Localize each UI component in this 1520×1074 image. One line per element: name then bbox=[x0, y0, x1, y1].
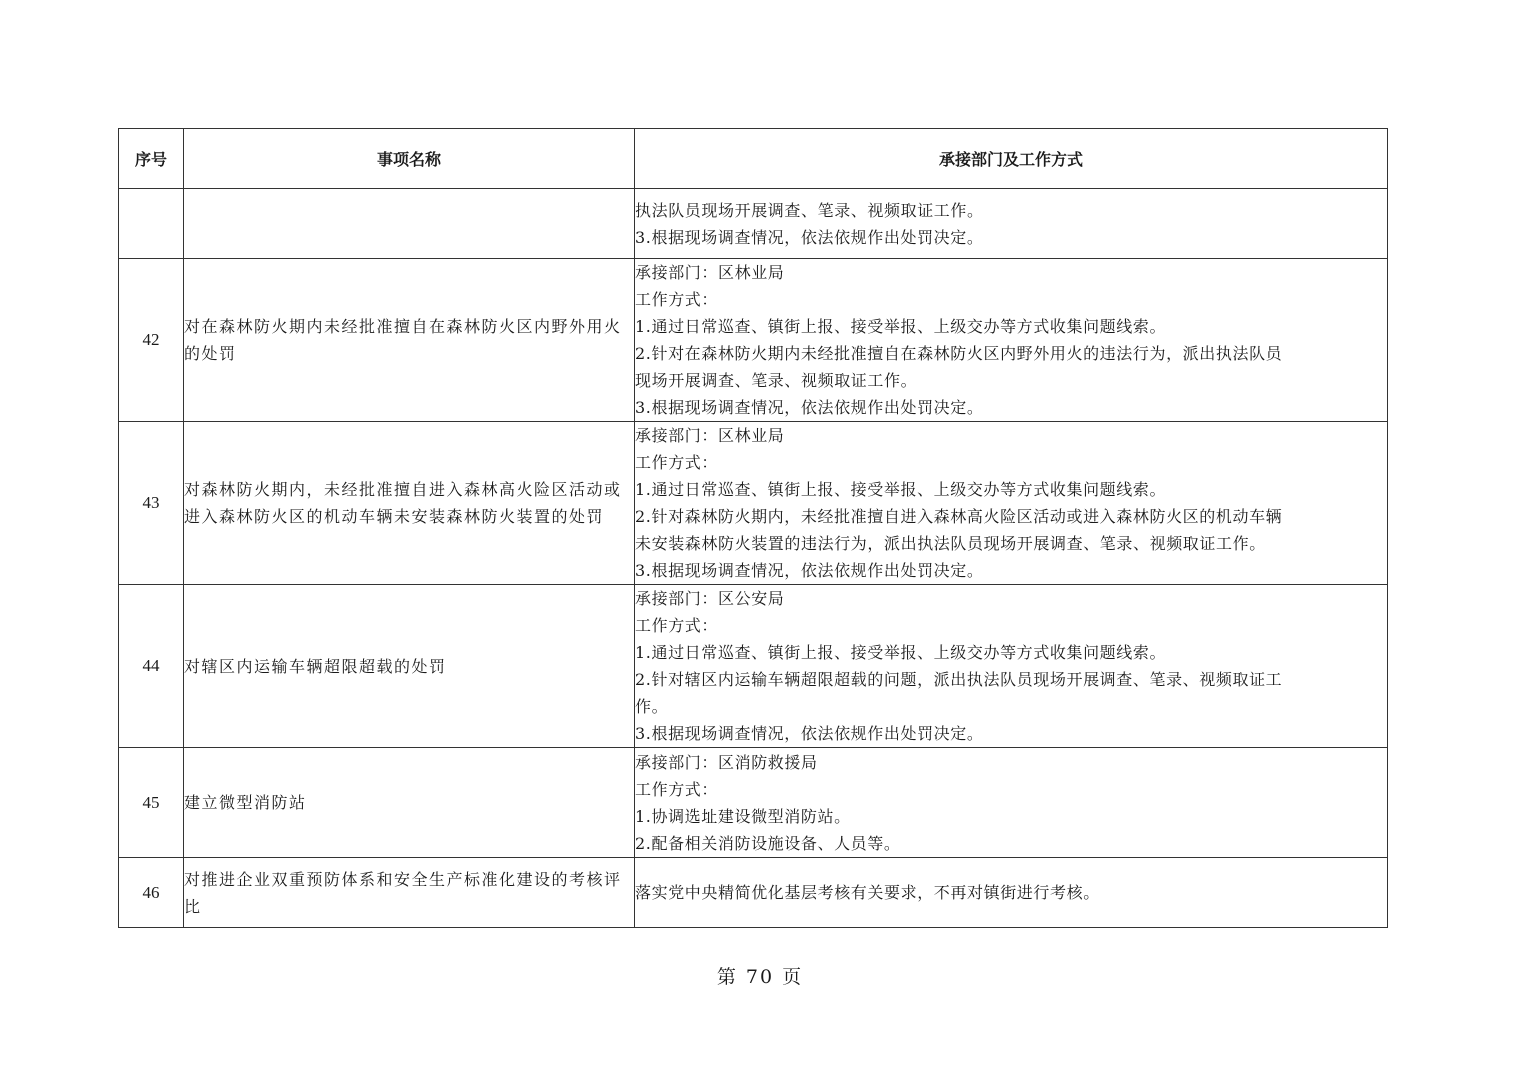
work-line: 工作方式： bbox=[635, 779, 719, 799]
work-line: 2.针对辖区内运输车辆超限超载的问题，派出执法队员现场开展调查、笔录、视频取证工 bbox=[635, 670, 1283, 689]
work-line: 1.协调选址建设微型消防站。 bbox=[635, 806, 851, 826]
header-name: 事项名称 bbox=[184, 129, 635, 189]
row-no: 43 bbox=[119, 422, 184, 585]
work-line: 落实党中央精简优化基层考核有关要求，不再对镇街进行考核。 bbox=[635, 883, 1100, 902]
table-row bbox=[119, 585, 1388, 748]
row-work bbox=[635, 259, 1388, 422]
row-work bbox=[635, 748, 1388, 858]
row-no: 44 bbox=[119, 585, 184, 748]
work-line: 2.针对在森林防火期内未经批准擅自在森林防火区内野外用火的违法行为，派出执法队员 bbox=[635, 344, 1283, 363]
work-line: 工作方式： bbox=[635, 453, 719, 472]
row-work bbox=[635, 189, 1388, 259]
row-no: 42 bbox=[119, 259, 184, 422]
table-row bbox=[119, 748, 1388, 858]
header-no: 序号 bbox=[119, 129, 184, 189]
row-work bbox=[635, 858, 1388, 928]
row-work bbox=[635, 422, 1388, 585]
row-name: 对森林防火期内，未经批准擅自进入森林高火险区活动或进入森林防火区的机动车辆未安装森林防火装置的处罚 bbox=[184, 422, 635, 585]
work-line: 现场开展调查、笔录、视频取证工作。 bbox=[635, 371, 918, 390]
work-line: 3.根据现场调查情况，依法依规作出处罚决定。 bbox=[635, 227, 984, 247]
work-line: 承接部门：区消防救援局 bbox=[635, 752, 818, 772]
work-line: 2.针对森林防火期内，未经批准擅自进入森林高火险区活动或进入森林防火区的机动车辆 bbox=[635, 507, 1283, 526]
header-work: 承接部门及工作方式 bbox=[635, 129, 1388, 189]
header-row bbox=[119, 129, 1388, 189]
row-work bbox=[635, 585, 1388, 748]
row-no: 45 bbox=[119, 748, 184, 858]
row-name: 对在森林防火期内未经批准擅自在森林防火区内野外用火的处罚 bbox=[184, 259, 635, 422]
page-number: 第 70 页 bbox=[716, 966, 804, 988]
table-row bbox=[119, 858, 1388, 928]
items-table bbox=[118, 128, 1388, 928]
work-line: 1.通过日常巡查、镇街上报、接受举报、上级交办等方式收集问题线索。 bbox=[635, 643, 1167, 662]
work-line: 3.根据现场调查情况，依法依规作出处罚决定。 bbox=[635, 398, 984, 417]
work-line: 3.根据现场调查情况，依法依规作出处罚决定。 bbox=[635, 561, 984, 580]
row-no bbox=[119, 189, 184, 259]
row-no: 46 bbox=[119, 858, 184, 928]
work-line: 3.根据现场调查情况，依法依规作出处罚决定。 bbox=[635, 724, 984, 743]
table-row bbox=[119, 422, 1388, 585]
work-line: 工作方式： bbox=[635, 616, 719, 635]
row-name bbox=[184, 189, 635, 259]
work-line: 工作方式： bbox=[635, 290, 719, 309]
work-line: 承接部门：区林业局 bbox=[635, 263, 785, 282]
work-line: 承接部门：区公安局 bbox=[635, 589, 785, 608]
table-row bbox=[119, 189, 1388, 259]
table-row bbox=[119, 259, 1388, 422]
row-name: 对辖区内运输车辆超限超载的处罚 bbox=[184, 585, 635, 748]
work-line: 未安装森林防火装置的违法行为，派出执法队员现场开展调查、笔录、视频取证工作。 bbox=[635, 534, 1266, 553]
row-name: 对推进企业双重预防体系和安全生产标准化建设的考核评比 bbox=[184, 858, 635, 928]
work-line: 1.通过日常巡查、镇街上报、接受举报、上级交办等方式收集问题线索。 bbox=[635, 480, 1167, 499]
work-line: 执法队员现场开展调查、笔录、视频取证工作。 bbox=[635, 200, 984, 220]
work-line: 2.配备相关消防设施设备、人员等。 bbox=[635, 833, 901, 853]
work-line: 承接部门：区林业局 bbox=[635, 426, 785, 445]
work-line: 作。 bbox=[635, 697, 669, 716]
row-name: 建立微型消防站 bbox=[184, 748, 635, 858]
work-line: 1.通过日常巡查、镇街上报、接受举报、上级交办等方式收集问题线索。 bbox=[635, 317, 1167, 336]
